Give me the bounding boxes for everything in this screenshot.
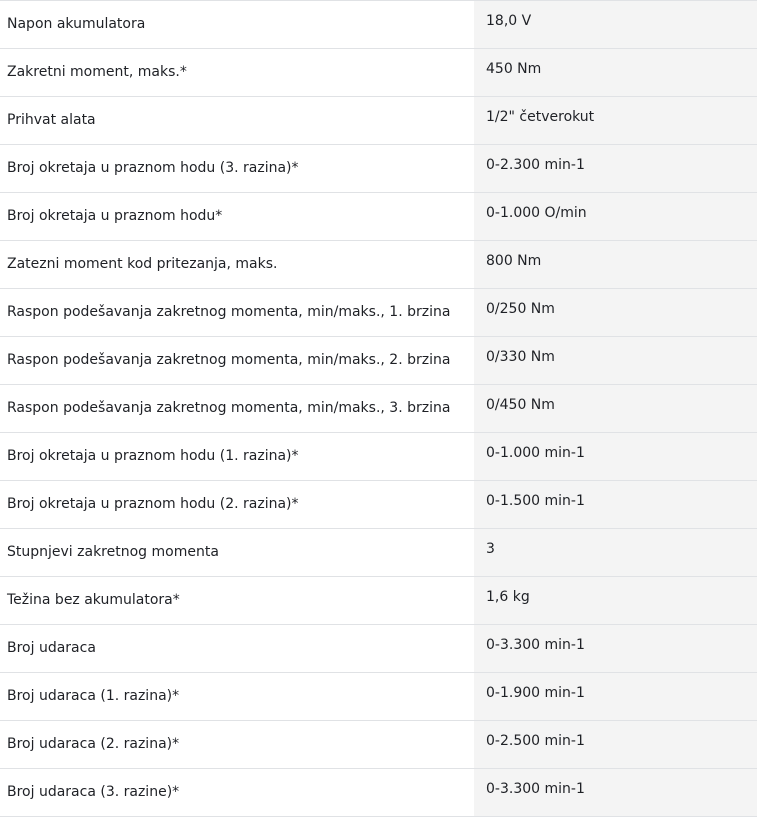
spec-value: 0-1.000 min-1	[474, 433, 757, 480]
spec-row	[0, 385, 757, 433]
spec-label: Stupnjevi zakretnog momenta	[0, 529, 474, 576]
spec-value: 0-1.500 min-1	[474, 481, 757, 528]
spec-value: 0-1.000 O/min	[474, 193, 757, 240]
spec-label: Zatezni moment kod pritezanja, maks.	[0, 241, 474, 288]
spec-row	[0, 289, 757, 337]
spec-row	[0, 769, 757, 817]
spec-label: Raspon podešavanja zakretnog momenta, min/maks., 1. brzina	[0, 289, 474, 336]
spec-label: Težina bez akumulatora*	[0, 577, 474, 624]
spec-value: 450 Nm	[474, 49, 757, 96]
spec-label: Broj okretaja u praznom hodu*	[0, 193, 474, 240]
spec-row	[0, 673, 757, 721]
spec-label: Zakretni moment, maks.*	[0, 49, 474, 96]
spec-row	[0, 49, 757, 97]
spec-value: 0/450 Nm	[474, 385, 757, 432]
spec-value: 0/250 Nm	[474, 289, 757, 336]
spec-row	[0, 433, 757, 481]
spec-label: Broj okretaja u praznom hodu (3. razina)*	[0, 145, 474, 192]
spec-row	[0, 577, 757, 625]
spec-value: 0/330 Nm	[474, 337, 757, 384]
spec-value: 3	[474, 529, 757, 576]
spec-row	[0, 721, 757, 769]
spec-label: Napon akumulatora	[0, 1, 474, 48]
spec-label: Broj okretaja u praznom hodu (1. razina)*	[0, 433, 474, 480]
spec-label: Broj udaraca (3. razine)*	[0, 769, 474, 816]
spec-value: 0-2.500 min-1	[474, 721, 757, 768]
spec-label: Broj udaraca (1. razina)*	[0, 673, 474, 720]
spec-row	[0, 481, 757, 529]
spec-row	[0, 97, 757, 145]
spec-row	[0, 529, 757, 577]
spec-value: 0-1.900 min-1	[474, 673, 757, 720]
spec-row	[0, 625, 757, 673]
spec-label: Prihvat alata	[0, 97, 474, 144]
spec-row	[0, 241, 757, 289]
spec-row	[0, 337, 757, 385]
spec-value: 1/2" četverokut	[474, 97, 757, 144]
spec-label: Raspon podešavanja zakretnog momenta, min/maks., 3. brzina	[0, 385, 474, 432]
spec-value: 1,6 kg	[474, 577, 757, 624]
spec-label: Broj udaraca (2. razina)*	[0, 721, 474, 768]
spec-value: 0-2.300 min-1	[474, 145, 757, 192]
spec-value: 0-3.300 min-1	[474, 769, 757, 816]
spec-label: Broj okretaja u praznom hodu (2. razina)*	[0, 481, 474, 528]
spec-row	[0, 193, 757, 241]
spec-label: Raspon podešavanja zakretnog momenta, min/maks., 2. brzina	[0, 337, 474, 384]
spec-value: 18,0 V	[474, 1, 757, 48]
spec-row	[0, 1, 757, 49]
spec-value: 800 Nm	[474, 241, 757, 288]
spec-label: Broj udaraca	[0, 625, 474, 672]
spec-value: 0-3.300 min-1	[474, 625, 757, 672]
spec-row	[0, 145, 757, 193]
